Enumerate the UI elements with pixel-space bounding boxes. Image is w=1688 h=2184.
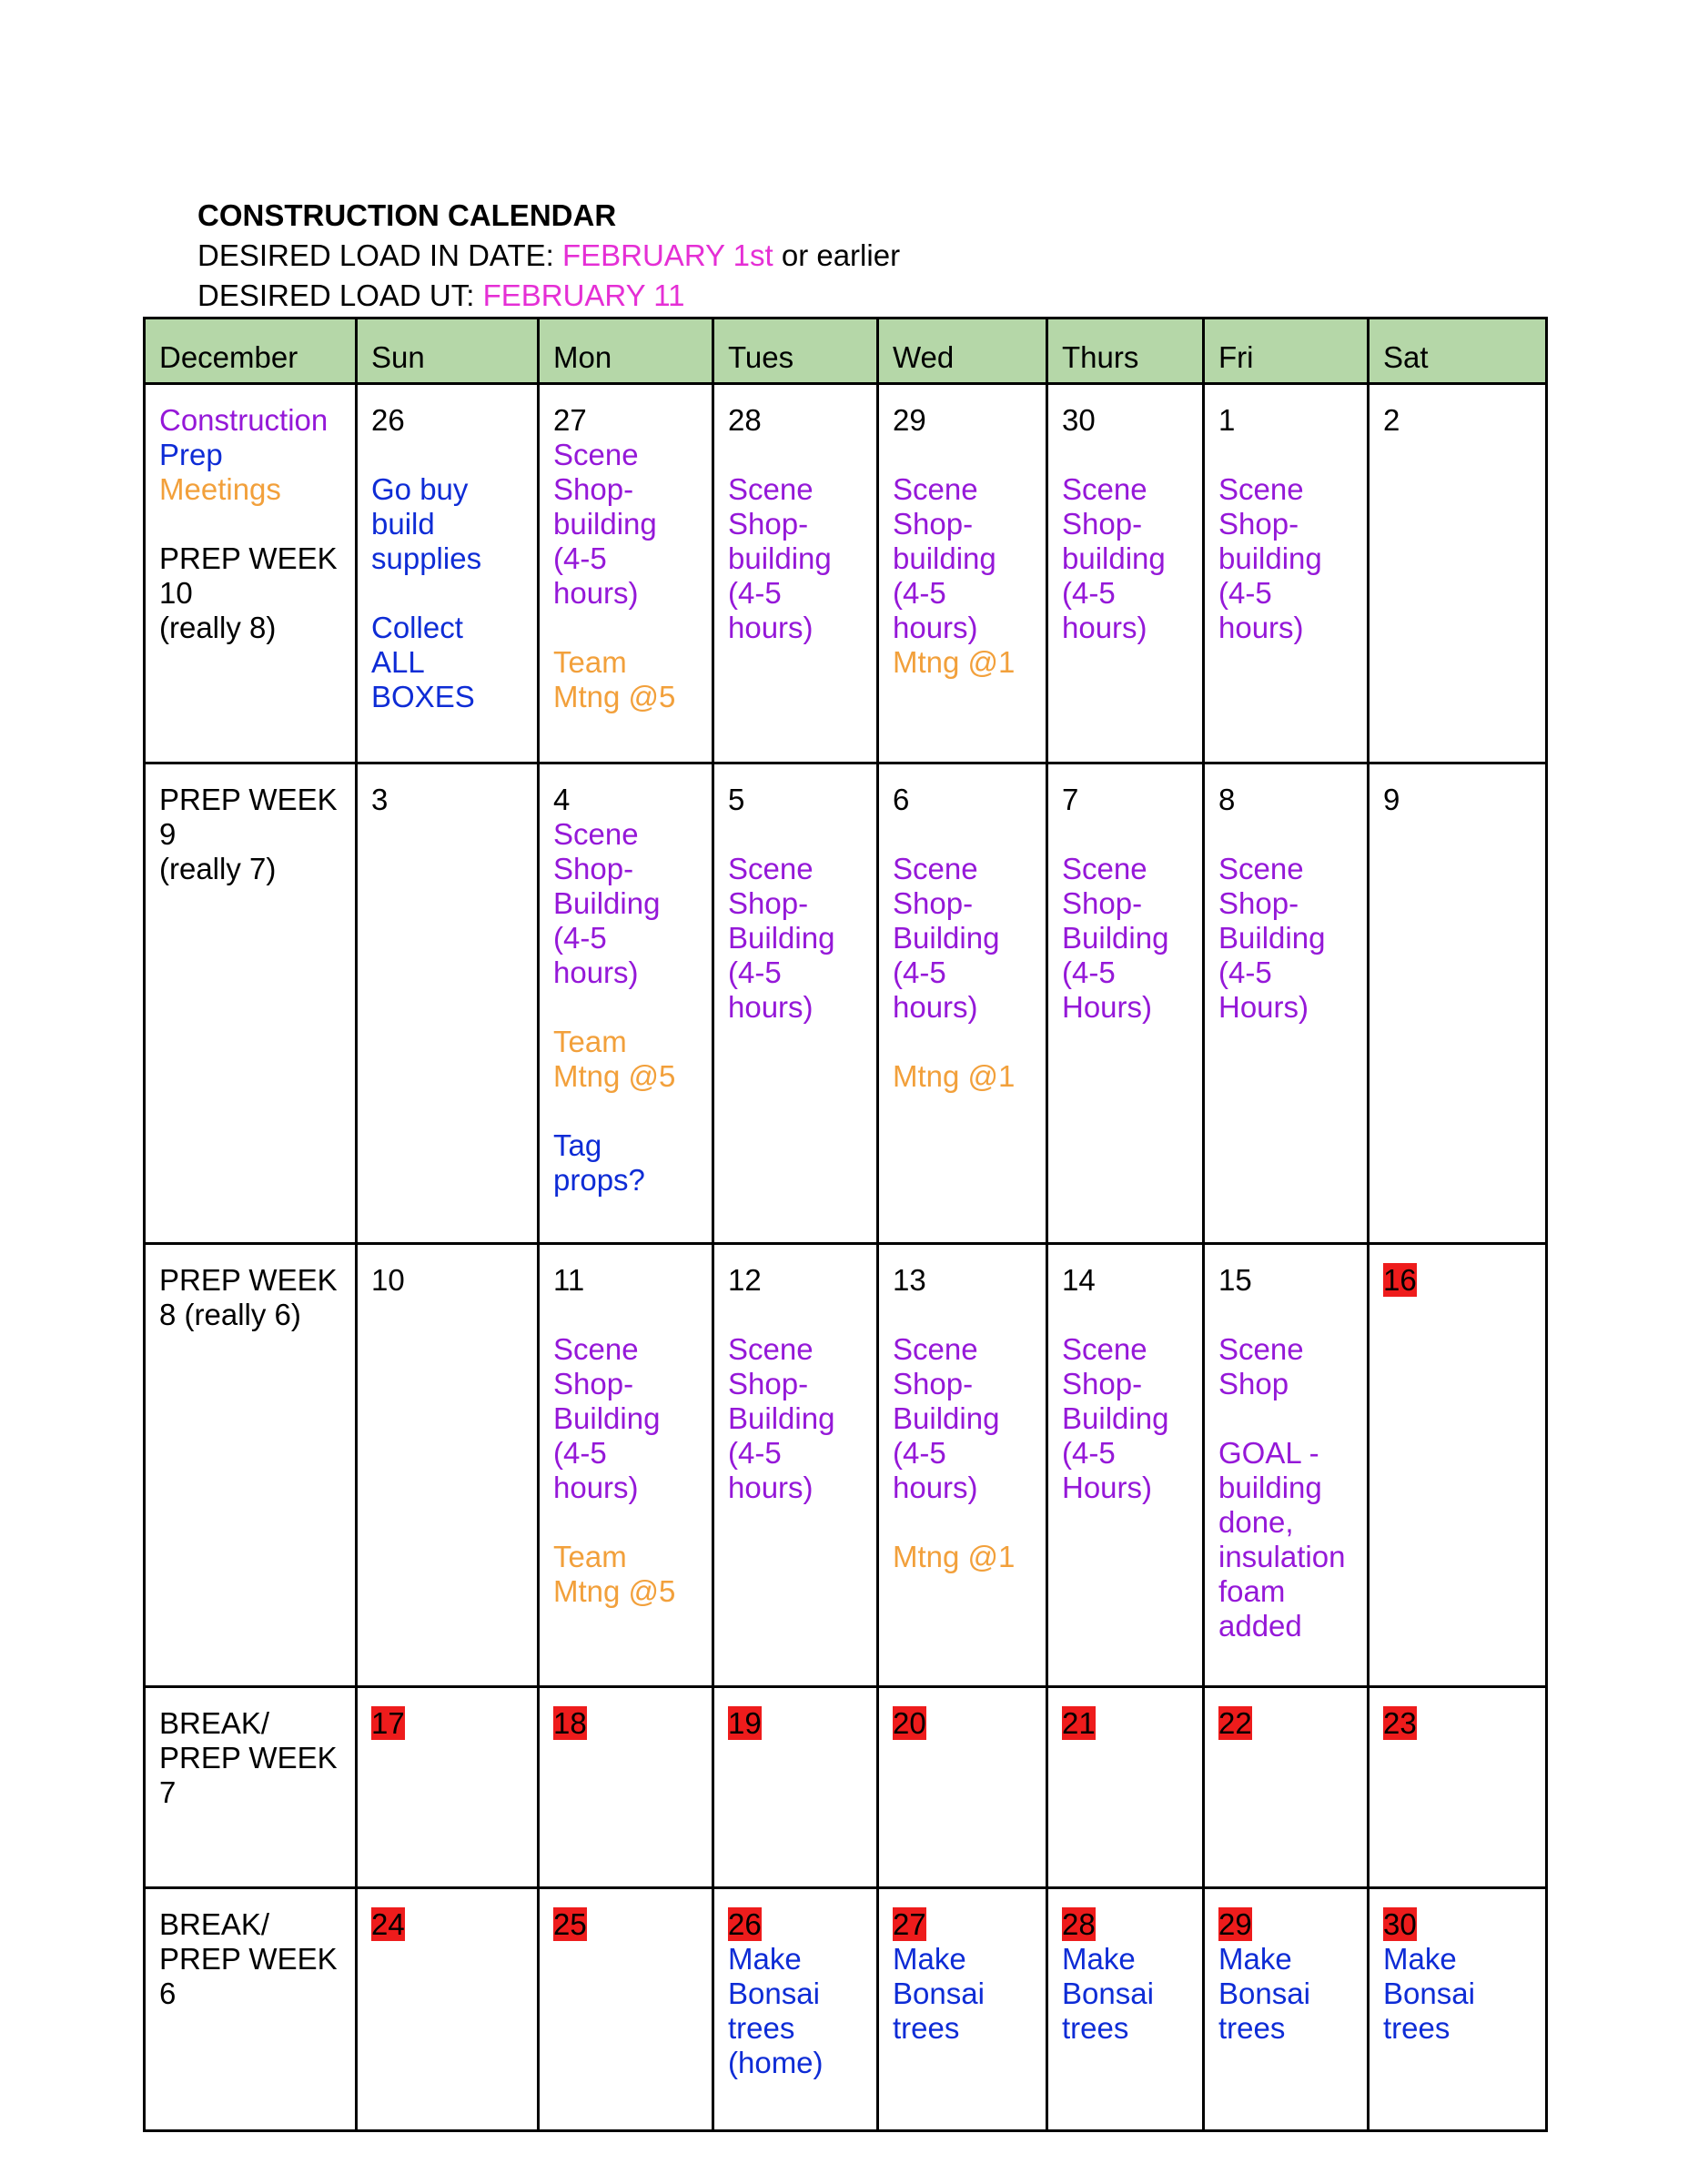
day-number-line xyxy=(893,403,1033,438)
cell-text-line: Scene xyxy=(893,1332,978,1366)
day-number-line xyxy=(553,403,699,438)
calendar-body xyxy=(145,384,1547,2131)
day-cell xyxy=(357,763,539,1244)
day-number: 13 xyxy=(893,1263,926,1297)
cell-text-line: Building xyxy=(553,1401,661,1435)
cell-text-line: ALL xyxy=(371,645,425,679)
line-spacer xyxy=(893,1298,1033,1332)
cell-text-line: Shop- xyxy=(893,1367,974,1400)
cell-text-line: Collect xyxy=(371,611,463,644)
day-number-highlighted: 23 xyxy=(1383,1706,1417,1740)
cell-text-line: 10 xyxy=(159,576,193,610)
cell-text-line: Make xyxy=(1383,1942,1457,1976)
load-in-line xyxy=(197,236,900,276)
document-header xyxy=(197,196,900,316)
cell-text-line: Team xyxy=(553,1540,627,1573)
week-label-cell xyxy=(145,1244,357,1687)
day-cell xyxy=(357,1244,539,1687)
week-row xyxy=(145,1687,1547,1888)
cell-text-line: Shop- xyxy=(553,472,634,506)
day-number-line xyxy=(728,403,864,438)
day-number: 10 xyxy=(371,1263,405,1297)
day-number-line xyxy=(728,1907,864,1942)
day-number-line xyxy=(1062,783,1189,817)
line-spacer xyxy=(371,576,524,611)
day-number-highlighted: 25 xyxy=(553,1907,587,1941)
cell-text-line: Shop- xyxy=(553,852,634,885)
cell-text-line: Prep xyxy=(159,438,223,471)
line-spacer xyxy=(1218,438,1354,472)
day-number: 27 xyxy=(553,403,587,437)
day-number-line xyxy=(1218,1263,1354,1298)
day-cell xyxy=(1047,763,1204,1244)
column-header-tues: Tues xyxy=(713,318,878,384)
line-spacer xyxy=(893,438,1033,472)
load-out-label: DESIRED LOAD UT: xyxy=(197,278,483,312)
cell-text-line: (4-5 xyxy=(728,956,782,989)
day-number: 1 xyxy=(1218,403,1236,437)
cell-text-line: (4-5 xyxy=(728,576,782,610)
day-number: 12 xyxy=(728,1263,762,1297)
cell-text-line: Bonsai xyxy=(893,1977,985,2010)
day-number: 2 xyxy=(1383,403,1400,437)
cell-text-line: (4-5 xyxy=(1218,956,1272,989)
cell-text-line: Building xyxy=(893,1401,1000,1435)
day-number: 26 xyxy=(371,403,405,437)
day-cell xyxy=(539,1888,713,2131)
cell-text-line: Shop- xyxy=(728,1367,809,1400)
day-cell xyxy=(1047,1687,1204,1888)
day-cell xyxy=(878,1888,1047,2131)
cell-text-line: PREP WEEK xyxy=(159,1741,338,1774)
day-number-highlighted: 24 xyxy=(371,1907,405,1941)
week-row xyxy=(145,1244,1547,1687)
column-header-month: December xyxy=(145,318,357,384)
cell-text-line: trees xyxy=(1383,2011,1450,2045)
cell-text-line: Shop- xyxy=(1218,886,1299,920)
cell-text-line: Shop- xyxy=(728,886,809,920)
line-spacer xyxy=(728,817,864,852)
cell-text-line: (4-5 xyxy=(1062,576,1116,610)
cell-text-line: Scene xyxy=(553,1332,639,1366)
cell-text-line: Scene xyxy=(893,472,978,506)
cell-text-line: Bonsai xyxy=(728,1977,820,2010)
day-cell xyxy=(878,384,1047,763)
line-spacer xyxy=(728,438,864,472)
day-number: 30 xyxy=(1062,403,1096,437)
cell-text-line: Tag xyxy=(553,1128,602,1162)
day-number-line xyxy=(893,1907,1033,1942)
day-cell xyxy=(1204,1244,1369,1687)
day-cell xyxy=(539,763,713,1244)
cell-text-line: Make xyxy=(1218,1942,1292,1976)
cell-text-line: Make xyxy=(728,1942,802,1976)
line-spacer xyxy=(553,1505,699,1540)
cell-text-line: PREP WEEK xyxy=(159,1263,338,1297)
cell-text-line: building xyxy=(1218,1471,1322,1504)
week-label-cell xyxy=(145,763,357,1244)
cell-text-line: Building xyxy=(728,921,835,955)
week-label-cell xyxy=(145,1888,357,2131)
day-cell xyxy=(539,1687,713,1888)
line-spacer xyxy=(893,1025,1033,1059)
cell-text-line: hours) xyxy=(728,1471,814,1504)
cell-text-line: Bonsai xyxy=(1383,1977,1475,2010)
cell-text-line: Bonsai xyxy=(1062,1977,1154,2010)
cell-text-line: Scene xyxy=(553,438,639,471)
day-number: 9 xyxy=(1383,783,1400,816)
line-spacer xyxy=(1218,1401,1354,1436)
day-cell xyxy=(1369,763,1547,1244)
week-row xyxy=(145,1888,1547,2131)
day-number: 28 xyxy=(728,403,762,437)
day-cell xyxy=(1369,1888,1547,2131)
cell-text-line: (4-5 xyxy=(1062,1436,1116,1470)
day-cell xyxy=(713,1687,878,1888)
cell-text-line: Shop- xyxy=(1062,1367,1143,1400)
day-cell xyxy=(713,1888,878,2131)
column-header-wed: Wed xyxy=(878,318,1047,384)
load-in-suffix: or earlier xyxy=(773,238,901,272)
day-number: 15 xyxy=(1218,1263,1252,1297)
line-spacer xyxy=(893,817,1033,852)
day-cell xyxy=(539,384,713,763)
cell-text-line: (really 8) xyxy=(159,611,277,644)
cell-text-line: Building xyxy=(728,1401,835,1435)
cell-text-line: Go buy xyxy=(371,472,469,506)
day-number-line xyxy=(371,1263,524,1298)
day-number-line xyxy=(1218,1706,1354,1741)
week-row xyxy=(145,384,1547,763)
cell-text-line: (home) xyxy=(728,2046,824,2079)
day-number-highlighted: 26 xyxy=(728,1907,762,1941)
cell-text-line: Make xyxy=(1062,1942,1136,1976)
day-number-line xyxy=(1062,1263,1189,1298)
cell-text-line: insulation xyxy=(1218,1540,1346,1573)
cell-text-line: Building xyxy=(1218,921,1326,955)
cell-text-line: Shop- xyxy=(1218,507,1299,541)
day-number-highlighted: 19 xyxy=(728,1706,762,1740)
day-number-line xyxy=(1383,1706,1532,1741)
line-spacer xyxy=(553,1298,699,1332)
cell-text-line: 8 (really 6) xyxy=(159,1298,301,1331)
cell-text-line: added xyxy=(1218,1609,1302,1643)
header-row xyxy=(145,318,1547,384)
day-cell xyxy=(713,1244,878,1687)
column-header-fri: Fri xyxy=(1204,318,1369,384)
cell-text-line: Scene xyxy=(1062,852,1147,885)
cell-text-line: Scene xyxy=(1218,1332,1304,1366)
cell-text-line: Make xyxy=(893,1942,966,1976)
day-number-line xyxy=(1383,783,1532,817)
cell-text-line: (4-5 xyxy=(893,576,946,610)
cell-text-line: (4-5 xyxy=(893,956,946,989)
day-number-highlighted: 30 xyxy=(1383,1907,1417,1941)
load-out-date: FEBRUARY 11 xyxy=(482,278,685,312)
cell-text-line: Building xyxy=(553,886,661,920)
cell-text-line: Scene xyxy=(728,852,814,885)
day-cell xyxy=(713,763,878,1244)
day-number-line xyxy=(371,1706,524,1741)
day-cell xyxy=(1369,1244,1547,1687)
day-number-line xyxy=(1383,403,1532,438)
day-number: 4 xyxy=(553,783,571,816)
cell-text-line: done, xyxy=(1218,1505,1294,1539)
cell-text-line: hours) xyxy=(553,1471,639,1504)
day-number-line xyxy=(1383,1907,1532,1942)
cell-text-line: Shop- xyxy=(553,1367,634,1400)
day-number-line xyxy=(371,1907,524,1942)
cell-text-line: Shop- xyxy=(728,507,809,541)
day-cell xyxy=(1204,1687,1369,1888)
day-cell xyxy=(1369,1687,1547,1888)
day-cell xyxy=(1204,1888,1369,2131)
cell-text-line: hours) xyxy=(893,990,978,1024)
day-number-highlighted: 29 xyxy=(1218,1907,1252,1941)
cell-text-line: (4-5 xyxy=(728,1436,782,1470)
line-spacer xyxy=(728,1298,864,1332)
cell-text-line: (4-5 xyxy=(553,921,607,955)
line-spacer xyxy=(1062,438,1189,472)
column-header-sun: Sun xyxy=(357,318,539,384)
line-spacer xyxy=(1062,817,1189,852)
cell-text-line: hours) xyxy=(553,956,639,989)
line-spacer xyxy=(553,611,699,645)
construction-calendar-table xyxy=(143,317,1548,2132)
week-row xyxy=(145,763,1547,1244)
day-cell xyxy=(539,1244,713,1687)
cell-text-line: Mtng @5 xyxy=(553,680,676,713)
day-cell xyxy=(1047,1888,1204,2131)
cell-text-line: Shop- xyxy=(1062,886,1143,920)
cell-text-line: trees xyxy=(1062,2011,1129,2045)
cell-text-line: Hours) xyxy=(1062,1471,1153,1504)
day-number-highlighted: 28 xyxy=(1062,1907,1096,1941)
line-spacer xyxy=(1218,1298,1354,1332)
cell-text-line: Team xyxy=(553,645,627,679)
week-label-cell xyxy=(145,1687,357,1888)
day-cell xyxy=(357,384,539,763)
column-header-thurs: Thurs xyxy=(1047,318,1204,384)
cell-text-line: props? xyxy=(553,1163,645,1197)
week-label-cell xyxy=(145,384,357,763)
day-cell xyxy=(357,1687,539,1888)
cell-text-line: foam xyxy=(1218,1574,1286,1608)
cell-text-line: Building xyxy=(1062,921,1169,955)
cell-text-line: Scene xyxy=(553,817,639,851)
day-number: 6 xyxy=(893,783,910,816)
cell-text-line: PREP WEEK xyxy=(159,541,338,575)
line-spacer xyxy=(553,1094,699,1128)
cell-text-line: (4-5 xyxy=(553,541,607,575)
day-number: 7 xyxy=(1062,783,1079,816)
cell-text-line: Bonsai xyxy=(1218,1977,1310,2010)
day-number: 11 xyxy=(553,1263,585,1297)
cell-text-line: trees xyxy=(1218,2011,1286,2045)
day-number-line xyxy=(553,783,699,817)
load-out-line xyxy=(197,276,900,316)
cell-text-line: 9 xyxy=(159,817,177,851)
cell-text-line: Scene xyxy=(893,852,978,885)
cell-text-line: Scene xyxy=(1218,852,1304,885)
day-number-line xyxy=(893,1706,1033,1741)
day-number-highlighted: 16 xyxy=(1383,1263,1417,1297)
line-spacer xyxy=(371,438,524,472)
day-number-highlighted: 18 xyxy=(553,1706,587,1740)
cell-text-line: building xyxy=(553,507,657,541)
cell-text-line: Shop- xyxy=(1062,507,1143,541)
cell-text-line: Scene xyxy=(728,1332,814,1366)
cell-text-line: hours) xyxy=(553,576,639,610)
load-in-label: DESIRED LOAD IN DATE: xyxy=(197,238,562,272)
cell-text-line: hours) xyxy=(893,611,978,644)
day-cell xyxy=(357,1888,539,2131)
day-cell xyxy=(878,763,1047,1244)
cell-text-line: Building xyxy=(893,921,1000,955)
day-number: 3 xyxy=(371,783,389,816)
day-number-line xyxy=(1218,403,1354,438)
day-number-highlighted: 21 xyxy=(1062,1706,1096,1740)
cell-text-line: hours) xyxy=(728,611,814,644)
day-number-line xyxy=(1383,1263,1532,1298)
day-number-highlighted: 22 xyxy=(1218,1706,1252,1740)
day-number-line xyxy=(553,1907,699,1942)
cell-text-line: trees xyxy=(893,2011,960,2045)
cell-text-line: BOXES xyxy=(371,680,475,713)
load-in-date: FEBRUARY 1st xyxy=(561,238,773,272)
cell-text-line: hours) xyxy=(1062,611,1147,644)
day-number: 5 xyxy=(728,783,745,816)
day-cell xyxy=(1047,1244,1204,1687)
cell-text-line: Hours) xyxy=(1062,990,1153,1024)
cell-text-line: (really 7) xyxy=(159,852,277,885)
day-number-highlighted: 20 xyxy=(893,1706,926,1740)
day-number-line xyxy=(553,1706,699,1741)
cell-text-line: Meetings xyxy=(159,472,281,506)
day-number-line xyxy=(893,1263,1033,1298)
cell-text-line: Shop- xyxy=(893,507,974,541)
day-number-line xyxy=(728,783,864,817)
cell-text-line: building xyxy=(728,541,832,575)
cell-text-line: BREAK/ xyxy=(159,1907,270,1941)
day-number-line xyxy=(1062,1907,1189,1942)
cell-text-line: Scene xyxy=(1062,1332,1147,1366)
cell-text-line: GOAL - xyxy=(1218,1436,1319,1470)
day-number-line xyxy=(1218,783,1354,817)
cell-text-line: Scene xyxy=(1218,472,1304,506)
day-number-line xyxy=(1062,1706,1189,1741)
line-spacer xyxy=(553,990,699,1025)
cell-text-line: Mtng @1 xyxy=(893,1059,1016,1093)
day-cell xyxy=(1369,384,1547,763)
cell-text-line: building xyxy=(893,541,996,575)
cell-text-line: (4-5 xyxy=(553,1436,607,1470)
cell-text-line: Hours) xyxy=(1218,990,1309,1024)
cell-text-line: Team xyxy=(553,1025,627,1058)
column-header-sat: Sat xyxy=(1369,318,1547,384)
line-spacer xyxy=(159,507,342,541)
day-cell xyxy=(878,1687,1047,1888)
day-cell xyxy=(713,384,878,763)
cell-text-line: hours) xyxy=(893,1471,978,1504)
page-title: CONSTRUCTION CALENDAR xyxy=(197,198,617,232)
line-spacer xyxy=(893,1505,1033,1540)
cell-text-line: Shop xyxy=(1218,1367,1289,1400)
cell-text-line: Scene xyxy=(728,472,814,506)
cell-text-line: Mtng @5 xyxy=(553,1574,676,1608)
cell-text-line: trees xyxy=(728,2011,795,2045)
day-number-line xyxy=(1062,403,1189,438)
day-cell xyxy=(878,1244,1047,1687)
cell-text-line: building xyxy=(1062,541,1166,575)
line-spacer xyxy=(1218,817,1354,852)
day-number-line xyxy=(553,1263,699,1298)
cell-text-line: Scene xyxy=(1062,472,1147,506)
column-header-mon: Mon xyxy=(539,318,713,384)
cell-text-line: PREP WEEK xyxy=(159,1942,338,1976)
cell-text-line: (4-5 xyxy=(1218,576,1272,610)
cell-text-line: Shop- xyxy=(893,886,974,920)
cell-text-line: 7 xyxy=(159,1775,177,1809)
day-number-line xyxy=(371,783,524,817)
line-spacer xyxy=(1062,1298,1189,1332)
day-number-line xyxy=(893,783,1033,817)
cell-text-line: (4-5 xyxy=(893,1436,946,1470)
cell-text-line: PREP WEEK xyxy=(159,783,338,816)
day-number: 8 xyxy=(1218,783,1236,816)
day-number-line xyxy=(371,403,524,438)
cell-text-line: Construction xyxy=(159,403,329,437)
cell-text-line: hours) xyxy=(1218,611,1304,644)
day-number: 29 xyxy=(893,403,926,437)
cell-text-line: build xyxy=(371,507,435,541)
day-cell xyxy=(1204,763,1369,1244)
cell-text-line: BREAK/ xyxy=(159,1706,270,1740)
cell-text-line: Mtng @1 xyxy=(893,1540,1016,1573)
cell-text-line: building xyxy=(1218,541,1322,575)
cell-text-line: (4-5 xyxy=(1062,956,1116,989)
cell-text-line: 6 xyxy=(159,1977,177,2010)
day-number: 14 xyxy=(1062,1263,1096,1297)
cell-text-line: Building xyxy=(1062,1401,1169,1435)
cell-text-line: hours) xyxy=(728,990,814,1024)
day-cell xyxy=(1047,384,1204,763)
cell-text-line: supplies xyxy=(371,541,482,575)
cell-text-line: Mtng @1 xyxy=(893,645,1016,679)
cell-text-line: Mtng @5 xyxy=(553,1059,676,1093)
day-cell xyxy=(1204,384,1369,763)
day-number-line xyxy=(1218,1907,1354,1942)
day-number-highlighted: 27 xyxy=(893,1907,926,1941)
day-number-line xyxy=(728,1706,864,1741)
day-number-highlighted: 17 xyxy=(371,1706,405,1740)
day-number-line xyxy=(728,1263,864,1298)
